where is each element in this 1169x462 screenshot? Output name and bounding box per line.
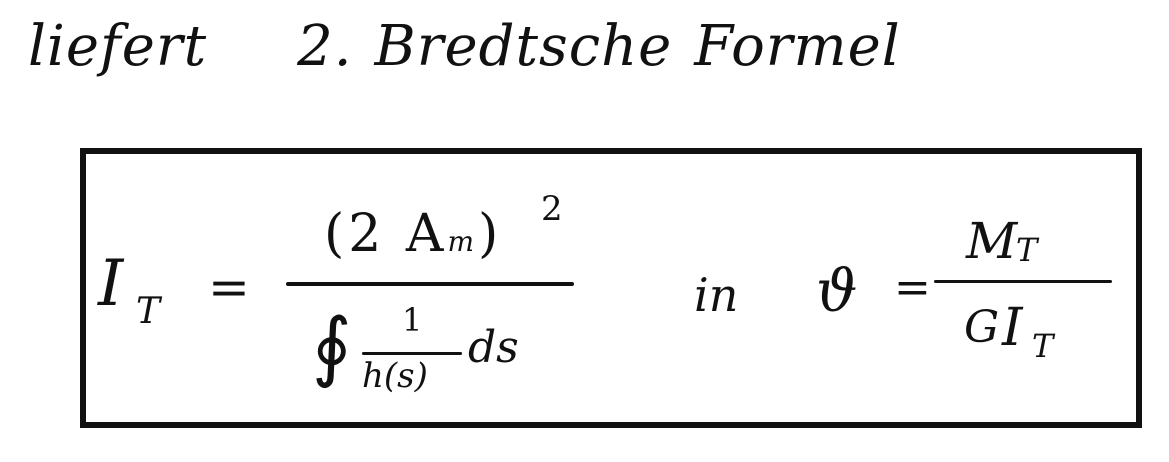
equals-sign-left: = bbox=[208, 258, 250, 316]
theta-symbol: ϑ bbox=[816, 257, 858, 325]
rhs-numerator: M bbox=[966, 212, 1018, 270]
heading-number: 2. bbox=[297, 14, 353, 79]
numerator-exponent: 2 bbox=[541, 189, 563, 229]
connector-word: in bbox=[694, 268, 739, 322]
differential: ds bbox=[468, 322, 519, 373]
fraction-numerator bbox=[324, 204, 503, 264]
integrand-numerator: 1 bbox=[402, 301, 423, 339]
integrand-denominator: h(s) bbox=[362, 356, 428, 396]
heading bbox=[28, 14, 901, 104]
equals-sign-right: = bbox=[894, 262, 931, 313]
heading-word-liefert: liefert bbox=[28, 14, 208, 79]
lhs-subscript: T bbox=[136, 291, 161, 332]
rhs-denominator-i: I bbox=[1002, 298, 1023, 358]
fraction-bar-integrand bbox=[362, 352, 462, 355]
fraction-bar-right bbox=[934, 280, 1112, 283]
lhs-symbol: I bbox=[98, 247, 124, 321]
numerator-open: (2 A bbox=[324, 204, 448, 264]
heading-word-formel: Formel bbox=[694, 14, 901, 79]
heading-word-bredtsche: Bredtsche bbox=[374, 14, 673, 79]
contour-integral-symbol: ∮ bbox=[312, 301, 352, 390]
numerator-subscript: m bbox=[447, 225, 479, 258]
formula-box bbox=[80, 148, 1142, 428]
rhs-denominator-subscript: T bbox=[1032, 327, 1054, 365]
numerator-close: ) bbox=[478, 204, 503, 264]
rhs-denominator-g: G bbox=[964, 302, 1000, 353]
fraction-bar-main bbox=[286, 282, 574, 286]
rhs-numerator-subscript: T bbox=[1016, 231, 1038, 269]
